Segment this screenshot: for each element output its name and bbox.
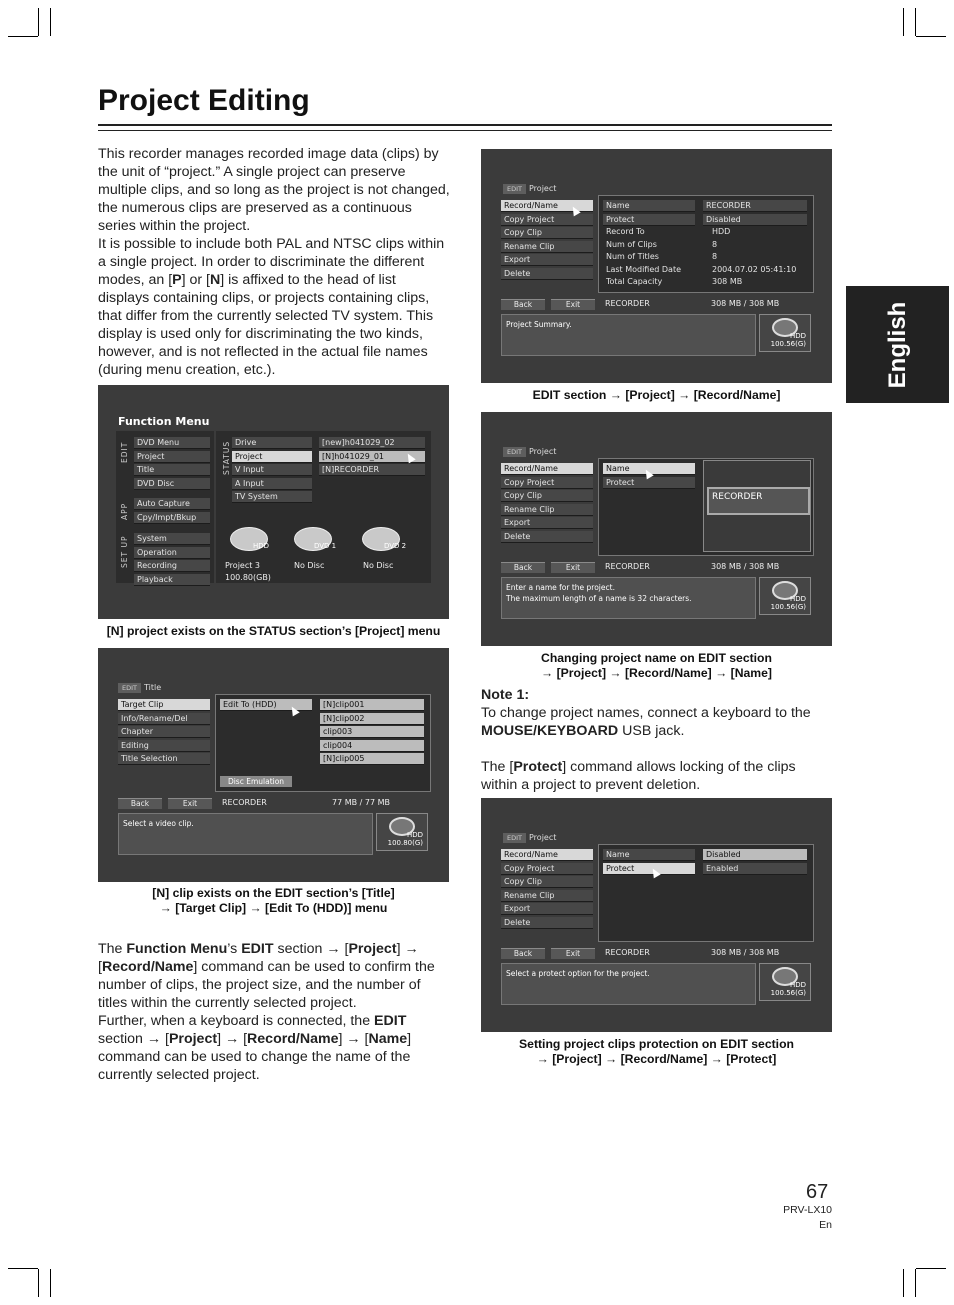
title-items	[118, 699, 210, 767]
disc-label: DVD 2	[384, 542, 407, 550]
menu-item[interactable]: Rename Clip	[501, 890, 593, 902]
project-name: RECORDER	[605, 299, 650, 308]
menu-item[interactable]: Copy Clip	[501, 490, 593, 502]
model-number: PRV-LX10	[783, 1204, 832, 1216]
menu-item[interactable]: Copy Clip	[501, 227, 593, 239]
menu-item[interactable]: Delete	[501, 917, 593, 929]
clip-item[interactable]: [N]clip002	[320, 713, 424, 725]
clip-item[interactable]: clip003	[320, 726, 424, 738]
caption-line: Changing project name on EDIT section	[541, 651, 772, 665]
menu-item[interactable]: V Input	[232, 464, 312, 476]
name-field[interactable]: Name	[603, 200, 695, 212]
project-item[interactable]: [N]RECORDER	[319, 464, 425, 476]
disc-label: HDD	[253, 542, 270, 550]
info-labels	[603, 226, 695, 289]
caption-line: → [Project] → [Record/Name] → [Protect]	[536, 1052, 777, 1066]
page-number: 67	[806, 1181, 829, 1203]
protect-options	[703, 849, 807, 876]
caption	[98, 886, 449, 916]
menu-item[interactable]: Auto Capture	[134, 498, 210, 510]
help-message: Select a video clip.	[118, 813, 373, 855]
caption	[481, 651, 832, 681]
project-size: 308 MB / 308 MB	[711, 299, 780, 308]
section-name: Project	[529, 184, 557, 193]
project-name: RECORDER	[222, 798, 267, 807]
language-label: English	[883, 301, 911, 388]
disc-info: Project 3	[225, 561, 261, 570]
menu-item[interactable]: Operation	[134, 547, 210, 559]
project-items	[501, 463, 593, 545]
tab-app: APP	[120, 502, 129, 520]
note-block: Note 1: To change project names, connect a keyboard to the MOUSE/KEYBOARD USB jack. The [Protect] command allows locking of the clips within a project to prevent deletion.	[481, 687, 811, 793]
project-summary-screenshot	[481, 149, 832, 383]
intro-paragraph	[98, 145, 450, 379]
name-entry-box	[703, 460, 811, 552]
info-label: Num of Titles	[606, 252, 659, 262]
info-values	[709, 226, 809, 289]
menu-item[interactable]: TV System	[232, 491, 312, 503]
function-menu-screenshot	[98, 385, 449, 619]
info-label: Total Capacity	[606, 277, 663, 287]
hdd-label: HDD 100.56(G)	[770, 332, 806, 348]
menu-heading: Function Menu	[118, 415, 210, 428]
project-item[interactable]: [new]h041029_02	[319, 437, 425, 449]
tab-setup: SET UP	[120, 535, 129, 568]
caption: EDIT section → [Project] → [Record/Name]	[532, 388, 781, 402]
back-button[interactable]: Back	[118, 798, 162, 809]
status-items	[232, 437, 312, 505]
menu-item[interactable]: Drive	[232, 437, 312, 449]
caption	[481, 1037, 832, 1067]
note-title: Note 1:	[481, 687, 530, 703]
menu-item[interactable]: Copy Project	[501, 863, 593, 875]
exit-button[interactable]: Exit	[551, 299, 595, 310]
section-header	[503, 833, 556, 843]
record-name-paragraph: The Function Menu’s EDIT section → [Project] → [Record/Name] command can be used to confirm the number of clips, the project size, and the number of titles within the currently selected project. Further, when a keyboard is connected, the EDIT section → [Project] → [Record/Name] → [Name] command can be used to change the name of the currently selected project.	[98, 941, 435, 1083]
protect-field[interactable]: Protect	[603, 477, 695, 489]
section-name: Project	[529, 447, 557, 456]
menu-item[interactable]: Editing	[118, 740, 210, 752]
hdd-status	[759, 577, 811, 615]
project-item[interactable]: [N]h041029_01	[319, 451, 425, 463]
edit-badge: EDIT	[503, 833, 526, 843]
page-title: Project Editing	[98, 84, 310, 117]
edit-badge: EDIT	[503, 184, 526, 194]
info-value: 2004.07.02 05:41:10	[712, 264, 797, 274]
menu-item-selected[interactable]: Project	[232, 451, 312, 463]
help-message: Select a protect option for the project.	[501, 963, 756, 1005]
hdd-label: HDD 100.56(G)	[770, 595, 806, 611]
caption-line: → [Target Clip] → [Edit To (HDD)] menu	[159, 901, 388, 915]
project-size: 308 MB / 308 MB	[711, 562, 780, 571]
edit-to-hdd-item[interactable]: Edit To (HDD)	[220, 699, 312, 711]
edit-items	[134, 437, 210, 491]
clip-list	[320, 699, 424, 767]
help-line: Enter a name for the project.	[506, 583, 615, 592]
menu-item-selected[interactable]: Record/Name	[501, 849, 593, 861]
caption-line: → [Project] → [Record/Name] → [Name]	[541, 666, 772, 680]
menu-item[interactable]: Project	[134, 451, 210, 463]
section-name: Title	[144, 683, 162, 692]
menu-item-selected[interactable]: Record/Name	[501, 200, 593, 212]
app-items	[134, 498, 210, 525]
info-value: 308 MB	[712, 277, 743, 287]
disc-info: No Disc	[294, 561, 325, 570]
menu-item[interactable]: Playback	[134, 574, 210, 586]
disc-label: DVD 1	[314, 542, 337, 550]
language-code: En	[819, 1219, 832, 1231]
protect-field[interactable]: Protect	[603, 863, 695, 875]
menu-item[interactable]: Rename Clip	[501, 241, 593, 253]
menu-item[interactable]: Copy Project	[501, 214, 593, 226]
help-line: The maximum length of a name is 32 characters.	[506, 594, 692, 603]
menu-item[interactable]: System	[134, 533, 210, 545]
setting-labels	[603, 849, 695, 876]
title-rule-thin	[98, 130, 832, 131]
menu-item[interactable]: DVD Menu	[134, 437, 210, 449]
project-name: RECORDER	[605, 948, 650, 957]
setting-labels	[603, 200, 695, 227]
menu-item[interactable]: Export	[501, 903, 593, 915]
intro2-text-b: ] or [	[181, 272, 210, 288]
info-label: Num of Clips	[606, 239, 657, 249]
section-header	[503, 447, 556, 457]
intro2-n: N	[210, 272, 221, 288]
language-tab	[846, 286, 949, 403]
menu-item[interactable]: Chapter	[118, 726, 210, 738]
exit-button[interactable]: Exit	[551, 948, 595, 959]
menu-item[interactable]: Title	[134, 464, 210, 476]
exit-button[interactable]: Exit	[168, 798, 212, 809]
hdd-status	[376, 813, 428, 851]
tab-status: STATUS	[222, 440, 231, 475]
edit-badge: EDIT	[118, 683, 141, 693]
clip-item[interactable]: [N]clip005	[320, 753, 424, 765]
intro-text: This recorder manages recorded image data (clips) by the unit of “project.” A single project can preserve multiple clips, and so long as the project is not changed, the numerous clips are preserved as a continuous series within the project.	[98, 146, 450, 234]
setup-items	[134, 533, 210, 587]
option-enabled[interactable]: Enabled	[703, 863, 807, 875]
project-name: RECORDER	[605, 562, 650, 571]
back-button[interactable]: Back	[501, 562, 545, 573]
edit-badge: EDIT	[503, 447, 526, 457]
hdd-label: HDD 100.80(G)	[387, 831, 423, 847]
menu-item[interactable]: Export	[501, 254, 593, 266]
tab-edit: EDIT	[120, 441, 129, 463]
name-field[interactable]: Name	[603, 849, 695, 861]
caption-line: [N] clip exists on the EDIT section’s [Title]	[152, 886, 395, 900]
hdd-status	[759, 314, 811, 352]
intro2-text-c: ] is affixed to the head of list displays containing clips, or projects containing clips, that differ from the currently selected TV system. This display is used only for discriminating the two kinds, however, and is not reflected in the actual file names (during menu creation, etc.).	[98, 272, 434, 378]
disc-emulation-button[interactable]: Disc Emulation	[220, 776, 292, 787]
menu-item[interactable]: Copy Project	[501, 477, 593, 489]
protect-value: Disabled	[703, 214, 807, 226]
help-message	[501, 577, 756, 619]
menu-item[interactable]: Title Selection	[118, 753, 210, 765]
info-label: Record To	[606, 227, 645, 236]
menu-item[interactable]: Export	[501, 517, 593, 529]
info-label: Last Modified Date	[606, 264, 682, 274]
project-protect-screenshot	[481, 798, 832, 1032]
menu-item[interactable]: Cpy/Impt/Bkup	[134, 512, 210, 524]
menu-item[interactable]: Copy Clip	[501, 876, 593, 888]
title-menu-screenshot	[98, 648, 449, 882]
clip-item[interactable]: [N]clip001	[320, 699, 424, 711]
intro2-text: It is possible to include both PAL and NTSC clips within a single project. In order to discriminate the different modes, an [	[98, 236, 445, 288]
menu-item[interactable]: Delete	[501, 531, 593, 543]
name-field[interactable]: Name	[603, 463, 695, 475]
exit-button[interactable]: Exit	[551, 562, 595, 573]
project-name-screenshot	[481, 412, 832, 646]
setting-values	[703, 200, 807, 227]
info-value: 8	[712, 252, 718, 262]
protect-field[interactable]: Protect	[603, 214, 695, 226]
menu-item[interactable]: Delete	[501, 268, 593, 280]
project-size: 308 MB / 308 MB	[711, 948, 780, 957]
disc-info: 100.80(GB)	[225, 573, 271, 582]
name-value: RECORDER	[703, 200, 807, 212]
menu-item-selected[interactable]: Target Clip	[118, 699, 210, 711]
help-message: Project Summary.	[501, 314, 756, 356]
intro2-p: P	[172, 272, 182, 288]
menu-item[interactable]: Recording	[134, 560, 210, 572]
menu-item[interactable]: Rename Clip	[501, 504, 593, 516]
menu-item[interactable]: A Input	[232, 478, 312, 490]
project-items	[501, 849, 593, 931]
disc-info: No Disc	[363, 561, 394, 570]
option-disabled[interactable]: Disabled	[703, 849, 807, 861]
section-header	[503, 184, 556, 194]
back-button[interactable]: Back	[501, 948, 545, 959]
info-value: 8	[712, 239, 718, 249]
clip-item[interactable]: clip004	[320, 740, 424, 752]
section-name: Project	[529, 833, 557, 842]
menu-item[interactable]: Info/Rename/Del	[118, 713, 210, 725]
hdd-label: HDD 100.56(G)	[770, 981, 806, 997]
title-rule	[98, 124, 832, 126]
caption: [N] project exists on the STATUS section’s [Project] menu	[106, 624, 441, 638]
caption-line: Setting project clips protection on EDIT section	[519, 1037, 794, 1051]
menu-item-selected[interactable]: Record/Name	[501, 463, 593, 475]
hdd-status	[759, 963, 811, 1001]
info-value: HDD	[712, 227, 731, 236]
back-button[interactable]: Back	[501, 299, 545, 310]
section-header	[118, 683, 161, 693]
name-input[interactable]: RECORDER	[707, 487, 810, 515]
menu-item[interactable]: DVD Disc	[134, 478, 210, 490]
project-size: 77 MB / 77 MB	[332, 798, 391, 807]
